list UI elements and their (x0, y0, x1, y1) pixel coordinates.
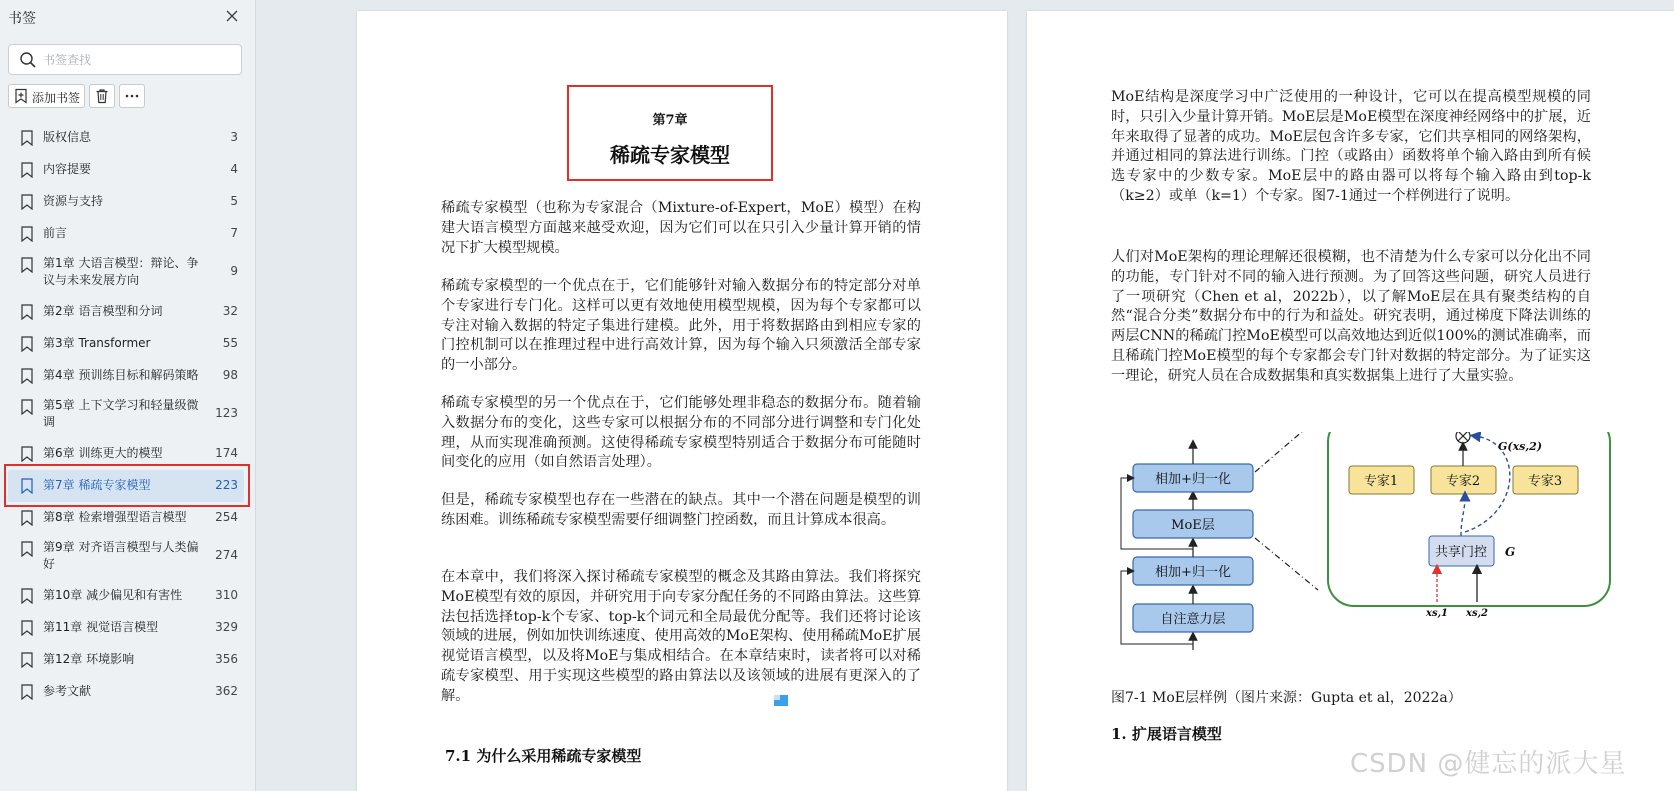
paragraph: 但是，稀疏专家模型也存在一些潜在的缺点。其中一个潜在问题是模型的训练困难。训练稀疏专家模型需要仔细调整门控函数，而且计算成本很高。 (441, 492, 921, 528)
bookmark-item[interactable] (8, 122, 244, 154)
add-norm-label-lower: 相加+归一化 (1155, 565, 1231, 580)
bookmark-page: 32 (222, 304, 238, 318)
bookmark-label: 第7章 稀疏专家模型 (43, 478, 151, 492)
bookmark-label: 第2章 语言模型和分词 (43, 304, 163, 318)
chapter-number: 第7章 (652, 113, 688, 128)
bookmark-label: 第5章 上下文学习和轻量级微调 (43, 398, 199, 429)
expert-2-label: 专家2 (1445, 474, 1481, 489)
bookmark-page: 123 (215, 406, 238, 420)
bookmark-label: 第1章 大语言模型：辩论、争议与未来发展方向 (43, 256, 199, 287)
bookmark-page: 356 (215, 652, 238, 666)
add-bookmark-label: 添加书签 (32, 91, 81, 105)
moe-layer-label: MoE层 (1171, 518, 1215, 533)
bookmark-page: 5 (230, 194, 238, 208)
bookmark-search[interactable] (8, 44, 242, 75)
close-icon[interactable] (222, 6, 242, 26)
bookmark-item[interactable] (8, 502, 244, 534)
paragraph: 稀疏专家模型的一个优点在于，它们能够针对输入数据分布的特定部分对单个专家进行专门化。这样可以更有效地使用模型规模，因为每个专家都可以专注对输入数据的特定子集进行建模。此外，用于将数据路由到相应专家的门控机制可以在推理过程中进行高效计算，因为每个输入只须激活全部专家的一小部分。 (441, 278, 921, 374)
bookmark-icon (20, 304, 34, 320)
section-heading: 1. 扩展语言模型 (1111, 725, 1222, 743)
bookmark-item[interactable] (8, 218, 244, 250)
trash-icon (94, 88, 110, 104)
bookmark-page: 223 (215, 478, 238, 492)
add-bookmark-button[interactable] (8, 84, 85, 108)
bookmark-label: 第6章 训练更大的模型 (43, 446, 163, 460)
bookmark-icon (20, 162, 34, 178)
moe-layer-diagram (1103, 432, 1623, 662)
bookmark-icon (20, 399, 34, 415)
bookmark-icon (20, 620, 34, 636)
bookmark-item[interactable] (8, 580, 244, 612)
bookmark-item[interactable] (8, 392, 244, 438)
bookmark-label: 第8章 检索增强型语言模型 (43, 510, 187, 524)
watermark: CSDN @健忘的派大星 (1350, 749, 1627, 779)
bookmark-page: 7 (230, 226, 238, 240)
bookmark-item[interactable] (8, 250, 244, 296)
delete-bookmark-button[interactable] (89, 84, 115, 108)
bookmark-page: 3 (230, 130, 238, 144)
document-page-left (357, 11, 1007, 791)
zoom-line (1255, 538, 1318, 590)
bookmark-page: 55 (222, 336, 238, 350)
bookmark-sidebar (0, 0, 256, 791)
zoom-line (1255, 432, 1318, 472)
paragraph: 人们对MoE架构的理论理解还很模糊，也不清楚为什么专家可以分化出不同的功能，专门针对不同的输入进行预测。为了回答这些问题，研究人员进行了一项研究（Chen et al，2022b），以了解MoE层在具有聚类结构的自然“混合分类”数据分布中的行为和益处。研究表明，通过梯度下降法训练的两层CNN的稀疏门控MoE模型可以高效地达到近似100%的测试准确率，而且稀疏门控MoE模型的每个专家都会专门针对数据的特定部分。为了证实这一理论，研究人员在合成数据集和真实数据集上进行了大量实验。 (1111, 249, 1591, 384)
add-norm-label-upper: 相加+归一化 (1155, 472, 1231, 487)
bookmark-icon (20, 510, 34, 526)
more-options-button[interactable] (119, 84, 145, 108)
expert-3-label: 专家3 (1527, 474, 1563, 489)
bookmark-label: 前言 (43, 226, 68, 240)
gate-output-label: G(xs,2) (1498, 440, 1543, 453)
bookmark-label: 第4章 预训练目标和解码策略 (43, 368, 199, 382)
bookmark-page: 274 (215, 548, 238, 562)
bookmark-item[interactable] (8, 296, 244, 328)
bookmark-item[interactable] (8, 186, 244, 218)
gate-symbol: G (1505, 545, 1516, 559)
expert-1-label: 专家1 (1363, 474, 1399, 489)
input-1-label: xs,1 (1425, 608, 1449, 619)
chapter-heading-box (567, 85, 773, 181)
bookmark-label: 内容提要 (43, 162, 92, 176)
search-input[interactable] (43, 49, 233, 71)
bookmark-label: 版权信息 (43, 130, 92, 144)
bookmark-label: 第11章 视觉语言模型 (43, 620, 159, 634)
bookmark-icon (20, 446, 34, 462)
search-icon (19, 51, 37, 69)
bookmark-label: 参考文献 (43, 684, 92, 698)
add-bookmark-icon (13, 88, 29, 104)
bookmark-page: 174 (215, 446, 238, 460)
bookmark-icon (20, 226, 34, 242)
sidebar-header (0, 0, 256, 34)
bookmark-icon (20, 368, 34, 384)
paragraph: 稀疏专家模型的另一个优点在于，它们能够处理非稳态的数据分布。随着输入数据分布的变化，这些专家可以根据分布的不同部分进行调整和专门化处理，从而实现准确预测。这使得稀疏专家模型特别适合于数据分布可能随时间变化的应用（如自然语言处理）。 (441, 395, 921, 471)
bookmark-icon (20, 541, 34, 557)
gate-to-expert-route (1461, 496, 1465, 536)
document-page-right (1027, 11, 1674, 791)
bookmark-page: 254 (215, 510, 238, 524)
paragraph: 在本章中，我们将深入探讨稀疏专家模型的概念及其路由算法。我们将探究MoE模型有效的原因，并研究用于向专家分配任务的不同路由算法。这些算法包括选择top-k个专家、top-k个词元和全局最优分配等。我们还将讨论该领域的进展，例如加快训练速度、使用高效的MoE架构、使用稀疏MoE扩展视觉语言模型，以及将MoE与集成相结合。在本章结束时，读者将可以对稀疏专家模型、用于实现这些模型的路由算法以及该领域的进展有更深入的了解。 (441, 569, 921, 704)
bookmark-item[interactable] (8, 328, 244, 360)
bookmark-item[interactable] (8, 676, 244, 708)
bookmark-label: 第12章 环境影响 (43, 652, 135, 666)
moe-detail-container (1328, 432, 1610, 606)
more-icon (124, 88, 140, 104)
bookmark-icon (20, 194, 34, 210)
bookmark-label: 第9章 对齐语言模型与人类偏好 (43, 540, 199, 571)
bookmark-icon (20, 588, 34, 604)
self-attention-label: 自注意力层 (1160, 612, 1226, 627)
bookmark-item[interactable] (8, 360, 244, 392)
bookmark-icon (20, 257, 34, 273)
edit-marker-icon (774, 695, 788, 706)
section-heading: 7.1 为什么采用稀疏专家模型 (445, 747, 642, 765)
bookmark-item[interactable] (8, 612, 244, 644)
bookmark-item[interactable] (8, 534, 244, 580)
bookmark-label: 第3章 Transformer (43, 336, 151, 350)
bookmark-item[interactable] (8, 154, 244, 186)
bookmark-icon (20, 684, 34, 700)
paragraph: MoE结构是深度学习中广泛使用的一种设计，它可以在提高模型规模的同时，只引入少量计算开销。MoE层是MoE模型在深度神经网络中的扩展，近年来取得了显著的成功。MoE层包含许多专家，它们共享相同的网络架构，并通过相同的算法进行训练。门控（或路由）函数将单个输入路由到所有候选专家中的少数专家。MoE层中的路由器可以将每个输入路由到top-k（k≥2）或单（k=1）个专家。图7-1通过一个样例进行了说明。 (1111, 89, 1591, 204)
red-highlight-box (4, 464, 250, 507)
input-2-label: xs,2 (1465, 608, 1489, 619)
bookmark-label: 资源与支持 (43, 194, 104, 208)
bookmark-page: 310 (215, 588, 238, 602)
bookmark-label: 第10章 减少偏见和有害性 (43, 588, 183, 602)
shared-gate-label: 共享门控 (1434, 545, 1488, 560)
bookmark-page: 362 (215, 684, 238, 698)
bookmark-item[interactable] (8, 644, 244, 676)
bookmark-page: 98 (222, 368, 238, 382)
bookmark-page: 9 (230, 264, 238, 278)
combine-node (1456, 432, 1470, 443)
paragraph: 稀疏专家模型（也称为专家混合（Mixture-of-Expert，MoE）模型）在构建大语言模型方面越来越受欢迎，因为它们可以在只引入少量计算开销的情况下扩大模型规模。 (441, 200, 921, 256)
bookmark-icon (20, 336, 34, 352)
chapter-title: 稀疏专家模型 (610, 143, 730, 167)
figure-caption: 图7-1 MoE层样例（图片来源：Gupta et al，2022a） (1111, 690, 1462, 706)
sidebar-title: 书签 (8, 11, 36, 27)
bookmark-page: 4 (230, 162, 238, 176)
bookmark-icon (20, 130, 34, 146)
bookmark-icon (20, 652, 34, 668)
bookmark-page: 329 (215, 620, 238, 634)
